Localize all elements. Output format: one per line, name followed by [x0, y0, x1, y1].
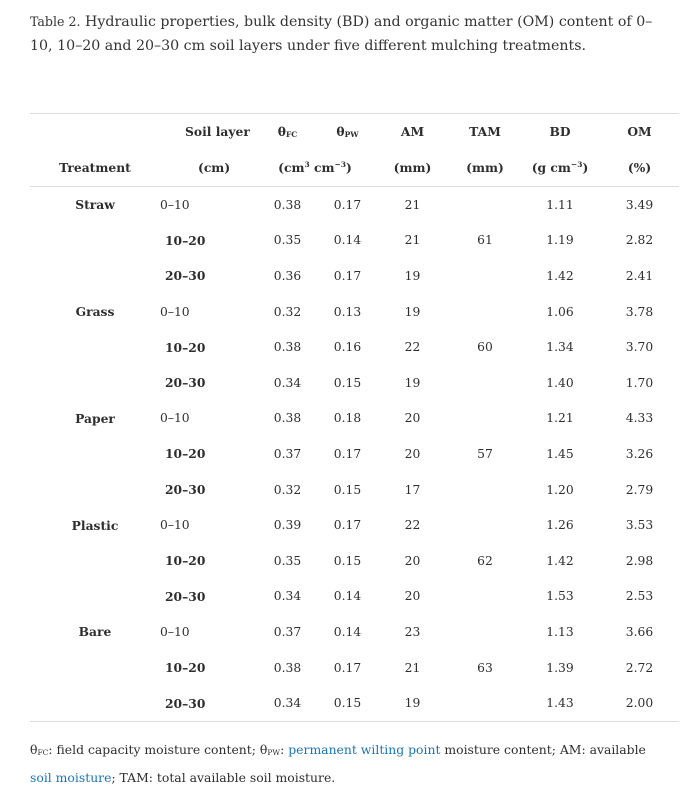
table-caption — [30, 10, 670, 58]
cell-treatment: Plastic — [71, 517, 119, 533]
cell-bd: 1.42 — [546, 268, 574, 283]
table-footnote — [30, 737, 670, 790]
cell-theta-pw: 0.15 — [333, 375, 362, 390]
cell-am: 22 — [404, 518, 421, 533]
cell-theta-fc: 0.37 — [273, 624, 302, 639]
cell-om: 2.00 — [625, 696, 654, 711]
header-theta-fc — [255, 114, 320, 149]
cell-theta-pw: 0.14 — [333, 624, 362, 639]
cell-om: 2.82 — [625, 233, 654, 248]
cell-theta-pw: 0.15 — [333, 696, 362, 711]
header-om: OM — [627, 124, 652, 139]
header-soil-layer-unit: (cm) — [160, 149, 255, 187]
footnote-text-3: moisture content; AM: available — [440, 742, 646, 757]
cell-treatment — [30, 365, 160, 401]
cell-soil-layer: 0–10 — [160, 624, 190, 639]
cell-soil-layer: 0–10 — [160, 518, 190, 533]
footnote-pw-subscript: PW — [267, 748, 281, 757]
table-row — [30, 365, 679, 401]
cell-bd: 1.42 — [546, 553, 574, 568]
cell-om: 2.79 — [625, 482, 654, 497]
cell-soil-layer: 10–20 — [165, 553, 206, 569]
cell-tam: 62 — [477, 553, 493, 568]
cell-bd: 1.53 — [546, 589, 574, 604]
cell-bd: 1.11 — [546, 197, 574, 212]
cell-am: 20 — [404, 589, 421, 604]
header-theta-pw — [320, 114, 375, 149]
cell-theta-pw: 0.17 — [333, 660, 362, 675]
cell-theta-fc: 0.38 — [273, 340, 302, 355]
cell-treatment: Straw — [75, 197, 115, 213]
cell-om: 3.70 — [625, 340, 654, 355]
cell-bd: 1.26 — [546, 518, 574, 533]
cell-tam: 60 — [477, 340, 493, 355]
cell-soil-layer: 20–30 — [165, 268, 206, 284]
table-row — [30, 436, 679, 472]
header-theta-unit — [255, 149, 375, 187]
theta-unit-c: ) — [346, 160, 352, 175]
cell-theta-pw: 0.13 — [333, 304, 362, 319]
header-theta-pw-subscript: PW — [344, 130, 359, 139]
cell-om: 3.66 — [625, 624, 654, 639]
cell-theta-fc: 0.38 — [273, 197, 302, 212]
cell-tam — [450, 294, 520, 330]
header-theta-fc-subscript: FC — [285, 130, 298, 139]
cell-bd: 1.20 — [546, 482, 574, 497]
cell-om: 2.41 — [625, 268, 654, 283]
footnote-pw-symbol: θ — [259, 742, 268, 757]
cell-tam — [450, 401, 520, 437]
cell-treatment — [30, 436, 160, 472]
cell-om: 4.33 — [625, 411, 654, 426]
cell-tam — [450, 507, 520, 543]
cell-soil-layer: 10–20 — [165, 339, 206, 355]
cell-om: 3.49 — [625, 197, 654, 212]
table-caption-text: Hydraulic properties, bulk density (BD) and organic matter (OM) content of 0–10, 10–20 and 20–30 cm soil layers under five different mulching treatments. — [30, 14, 653, 54]
cell-bd: 1.39 — [546, 660, 574, 675]
header-tam: TAM — [469, 124, 501, 139]
table-row — [30, 401, 679, 437]
cell-am: 23 — [404, 624, 421, 639]
cell-theta-pw: 0.17 — [333, 518, 362, 533]
header-am: AM — [400, 124, 425, 139]
header-am-unit: (mm) — [375, 149, 450, 187]
cell-treatment — [30, 543, 160, 579]
cell-theta-pw: 0.15 — [333, 553, 362, 568]
cell-tam: 61 — [477, 233, 493, 248]
cell-theta-fc: 0.38 — [273, 660, 302, 675]
data-table — [30, 114, 679, 721]
cell-soil-layer: 20–30 — [165, 588, 206, 604]
bd-unit-a: (g cm — [531, 160, 571, 175]
header-empty — [30, 114, 160, 149]
cell-bd: 1.34 — [546, 340, 574, 355]
cell-om: 3.53 — [625, 518, 654, 533]
cell-treatment — [30, 329, 160, 365]
footnote-text-2: : — [280, 742, 289, 757]
header-bd: BD — [549, 124, 571, 139]
cell-om: 1.70 — [625, 375, 654, 390]
cell-soil-layer: 0–10 — [160, 304, 190, 319]
data-table-wrapper — [30, 113, 679, 722]
header-theta-fc-symbol: θ — [277, 124, 286, 139]
header-bd-unit — [520, 149, 600, 187]
cell-om: 3.26 — [625, 446, 654, 461]
cell-am: 20 — [404, 411, 421, 426]
table-row — [30, 187, 679, 223]
cell-tam — [450, 258, 520, 294]
soil-moisture-link[interactable]: soil moisture — [30, 770, 112, 785]
cell-am: 20 — [404, 553, 421, 568]
header-om-unit: (%) — [600, 149, 679, 187]
cell-soil-layer: 0–10 — [160, 197, 190, 212]
cell-am: 21 — [404, 197, 421, 212]
table-row — [30, 294, 679, 330]
footnote-fc-symbol: θ — [30, 742, 38, 757]
cell-tam — [450, 365, 520, 401]
bd-unit-c: ) — [582, 160, 589, 175]
cell-theta-fc: 0.32 — [273, 482, 302, 497]
cell-am: 20 — [404, 446, 421, 461]
cell-theta-fc: 0.37 — [273, 446, 302, 461]
cell-theta-pw: 0.14 — [333, 589, 362, 604]
cell-treatment: Grass — [75, 304, 115, 320]
cell-tam — [450, 579, 520, 615]
header-row-1 — [30, 114, 679, 149]
cell-om: 2.53 — [625, 589, 654, 604]
cell-bd: 1.40 — [546, 375, 574, 390]
cell-am: 21 — [404, 660, 421, 675]
table-label: Table 2. — [30, 14, 81, 29]
table-row — [30, 223, 679, 259]
cell-bd: 1.21 — [546, 411, 574, 426]
footnote-text-1: : field capacity moisture content; — [48, 742, 260, 757]
cell-bd: 1.43 — [546, 696, 574, 711]
header-treatment: Treatment — [30, 149, 160, 187]
theta-unit-b: cm — [309, 160, 335, 175]
table-row — [30, 685, 679, 721]
cell-soil-layer: 20–30 — [165, 482, 206, 498]
cell-bd: 1.06 — [546, 304, 574, 319]
cell-theta-pw: 0.17 — [333, 197, 362, 212]
cell-treatment — [30, 650, 160, 686]
cell-theta-fc: 0.32 — [273, 304, 302, 319]
cell-tam — [450, 187, 520, 223]
cell-am: 17 — [404, 482, 421, 497]
cell-am: 19 — [404, 696, 421, 711]
theta-unit-sup1: 3 — [304, 160, 310, 169]
table-row — [30, 650, 679, 686]
cell-theta-pw: 0.15 — [333, 482, 362, 497]
cell-soil-layer: 10–20 — [165, 232, 206, 248]
cell-theta-fc: 0.35 — [273, 553, 302, 568]
cell-treatment — [30, 258, 160, 294]
cell-soil-layer: 10–20 — [165, 446, 206, 462]
cell-theta-pw: 0.18 — [333, 411, 362, 426]
table-body — [30, 187, 679, 721]
cell-am: 21 — [404, 233, 421, 248]
header-tam-unit: (mm) — [450, 149, 520, 187]
theta-unit-a: (cm — [278, 160, 305, 175]
cell-theta-fc: 0.35 — [273, 233, 302, 248]
header-theta-pw-symbol: θ — [336, 124, 345, 139]
cell-soil-layer: 0–10 — [160, 411, 190, 426]
cell-soil-layer: 10–20 — [165, 660, 206, 676]
table-row — [30, 472, 679, 508]
cell-theta-pw: 0.17 — [333, 446, 362, 461]
cell-theta-fc: 0.34 — [273, 375, 302, 390]
cell-tam — [450, 472, 520, 508]
cell-theta-fc: 0.34 — [273, 696, 302, 711]
cell-theta-fc: 0.36 — [273, 268, 302, 283]
cell-tam — [450, 685, 520, 721]
cell-am: 22 — [404, 340, 421, 355]
cell-theta-fc: 0.39 — [273, 518, 302, 533]
cell-treatment: Paper — [75, 410, 115, 426]
table-row — [30, 579, 679, 615]
cell-bd: 1.13 — [546, 624, 574, 639]
cell-theta-pw: 0.17 — [333, 268, 362, 283]
cell-treatment — [30, 223, 160, 259]
footnote-text-4: ; TAM: total available soil moisture. — [111, 770, 336, 785]
table-row — [30, 329, 679, 365]
table-row — [30, 614, 679, 650]
cell-am: 19 — [404, 268, 421, 283]
cell-soil-layer: 20–30 — [165, 375, 206, 391]
cell-theta-pw: 0.16 — [333, 340, 362, 355]
cell-soil-layer: 20–30 — [165, 695, 206, 711]
bd-unit-sup: −3 — [570, 160, 583, 169]
cell-theta-pw: 0.14 — [333, 233, 362, 248]
cell-am: 19 — [404, 375, 421, 390]
footnote-fc-subscript: FC — [37, 748, 49, 757]
cell-treatment — [30, 579, 160, 615]
cell-bd: 1.19 — [546, 233, 574, 248]
cell-om: 3.78 — [625, 304, 654, 319]
cell-theta-fc: 0.34 — [273, 589, 302, 604]
cell-om: 2.72 — [625, 660, 654, 675]
table-row — [30, 507, 679, 543]
cell-om: 2.98 — [625, 553, 654, 568]
cell-tam — [450, 614, 520, 650]
cell-am: 19 — [404, 304, 421, 319]
cell-treatment: Bare — [78, 624, 112, 640]
cell-theta-fc: 0.38 — [273, 411, 302, 426]
cell-bd: 1.45 — [546, 446, 574, 461]
header-row-2 — [30, 149, 679, 187]
theta-unit-sup2: −3 — [334, 160, 346, 169]
cell-treatment — [30, 472, 160, 508]
cell-tam: 57 — [477, 446, 493, 461]
cell-tam: 63 — [477, 660, 493, 675]
table-row — [30, 258, 679, 294]
cell-treatment — [30, 685, 160, 721]
header-soil-layer: Soil layer — [185, 124, 250, 139]
table-row — [30, 543, 679, 579]
permanent-wilting-point-link[interactable]: permanent wilting point — [288, 742, 441, 757]
